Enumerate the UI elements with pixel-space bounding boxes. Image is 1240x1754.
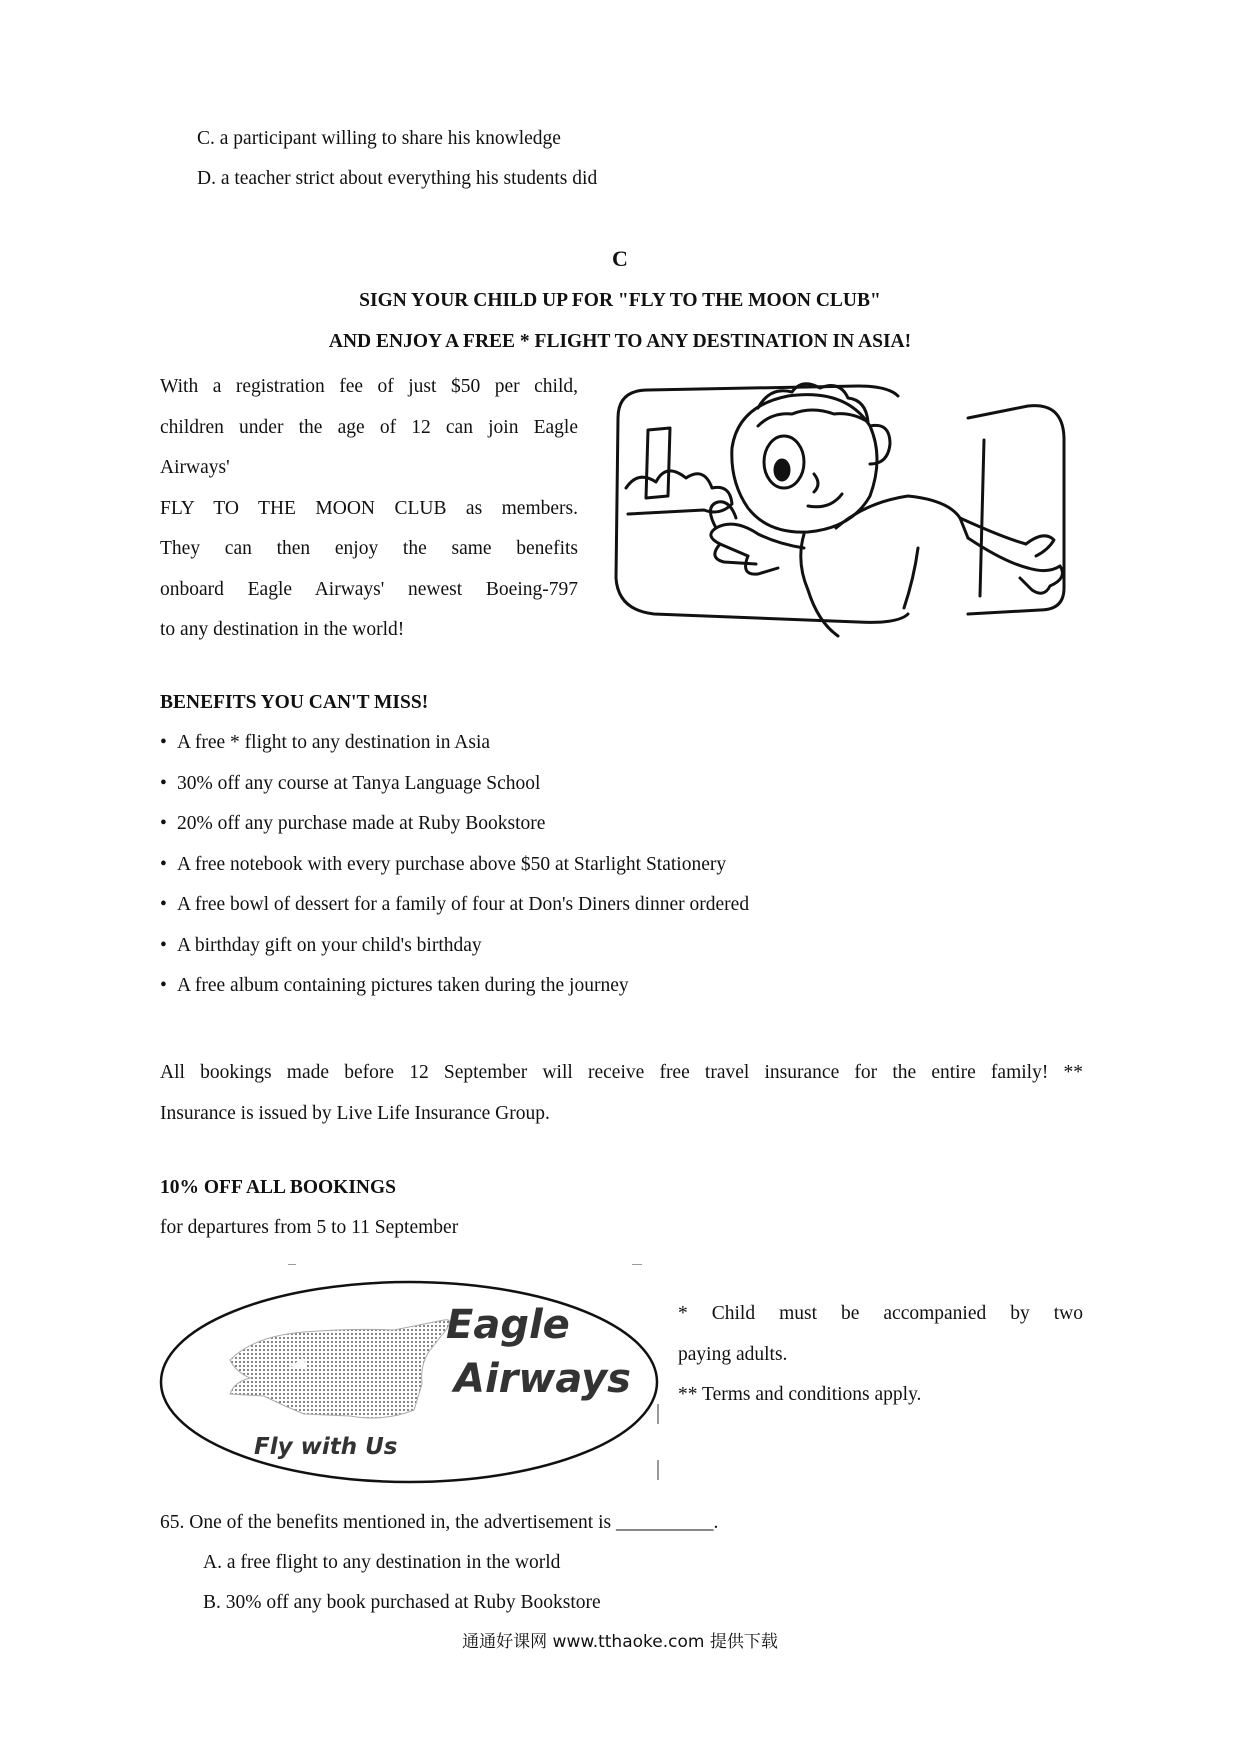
footnote-line: * Child must be accompanied by two (678, 1303, 1083, 1324)
page-footer: 通通好课网 www.tthaoke.com 提供下载 (462, 1632, 778, 1652)
logo-title-line-1: Eagle (446, 1302, 570, 1348)
question-65-option-a: A. a free flight to any destination in the world (203, 1552, 561, 1573)
intro-line: to any destination in the world! (160, 619, 405, 640)
benefit-item: • A free album containing pictures taken during the journey (160, 974, 629, 998)
benefit-item: • A birthday gift on your child's birthday (160, 934, 482, 958)
question-65-stem: 65. One of the benefits mentioned in, the advertisement is __________. (160, 1512, 719, 1533)
notice-line: All bookings made before 12 September will receive free travel insurance for the entire family! ** (160, 1062, 1083, 1083)
benefit-item: • A free bowl of dessert for a family of four at Don's Diners dinner ordered (160, 893, 749, 917)
footnote-line: ** Terms and conditions apply. (678, 1384, 922, 1405)
section-letter: C (612, 246, 628, 271)
intro-line: Airways' (160, 457, 230, 478)
benefit-item: • 20% off any purchase made at Ruby Bookstore (160, 812, 545, 836)
discount-heading: 10% OFF ALL BOOKINGS (160, 1177, 397, 1198)
eagle-airways-logo (154, 1264, 664, 1490)
prev-option-c: C. a participant willing to share his knowledge (197, 128, 561, 149)
footnote-line: paying adults. (678, 1343, 788, 1365)
notice-line: Insurance is issued by Live Life Insurance Group. (160, 1102, 550, 1124)
benefit-item: • 30% off any course at Tanya Language School (160, 772, 540, 796)
intro-paragraph (160, 367, 578, 651)
footnotes (678, 1294, 1083, 1416)
logo-title-line-2: Airways (454, 1356, 631, 1402)
ad-headline-2: AND ENJOY A FREE * FLIGHT TO ANY DESTINATION IN ASIA! (328, 331, 912, 352)
child-in-airplane-seat-illustration (608, 378, 1084, 646)
benefits-heading: BENEFITS YOU CAN'T MISS! (160, 692, 429, 713)
intro-line: FLY TO THE MOON CLUB as members. (160, 497, 578, 519)
intro-line: children under the age of 12 can join Eagle (160, 416, 578, 438)
benefit-item: • A free notebook with every purchase above $50 at Starlight Stationery (160, 853, 726, 877)
intro-line: onboard Eagle Airways' newest Boeing-797 (160, 578, 578, 600)
logo-tagline: Fly with Us (254, 1434, 398, 1460)
insurance-notice (160, 1053, 1083, 1134)
question-65-option-b: B. 30% off any book purchased at Ruby Bookstore (203, 1592, 601, 1613)
prev-option-d: D. a teacher strict about everything his students did (197, 168, 598, 189)
intro-line: They can then enjoy the same benefits (160, 538, 578, 559)
benefit-item: • A free * flight to any destination in Asia (160, 731, 490, 755)
ad-headline-1: SIGN YOUR CHILD UP FOR "FLY TO THE MOON CLUB" (359, 290, 881, 311)
discount-subtext: for departures from 5 to 11 September (160, 1217, 459, 1238)
intro-line: With a registration fee of just $50 per child, (160, 376, 578, 397)
